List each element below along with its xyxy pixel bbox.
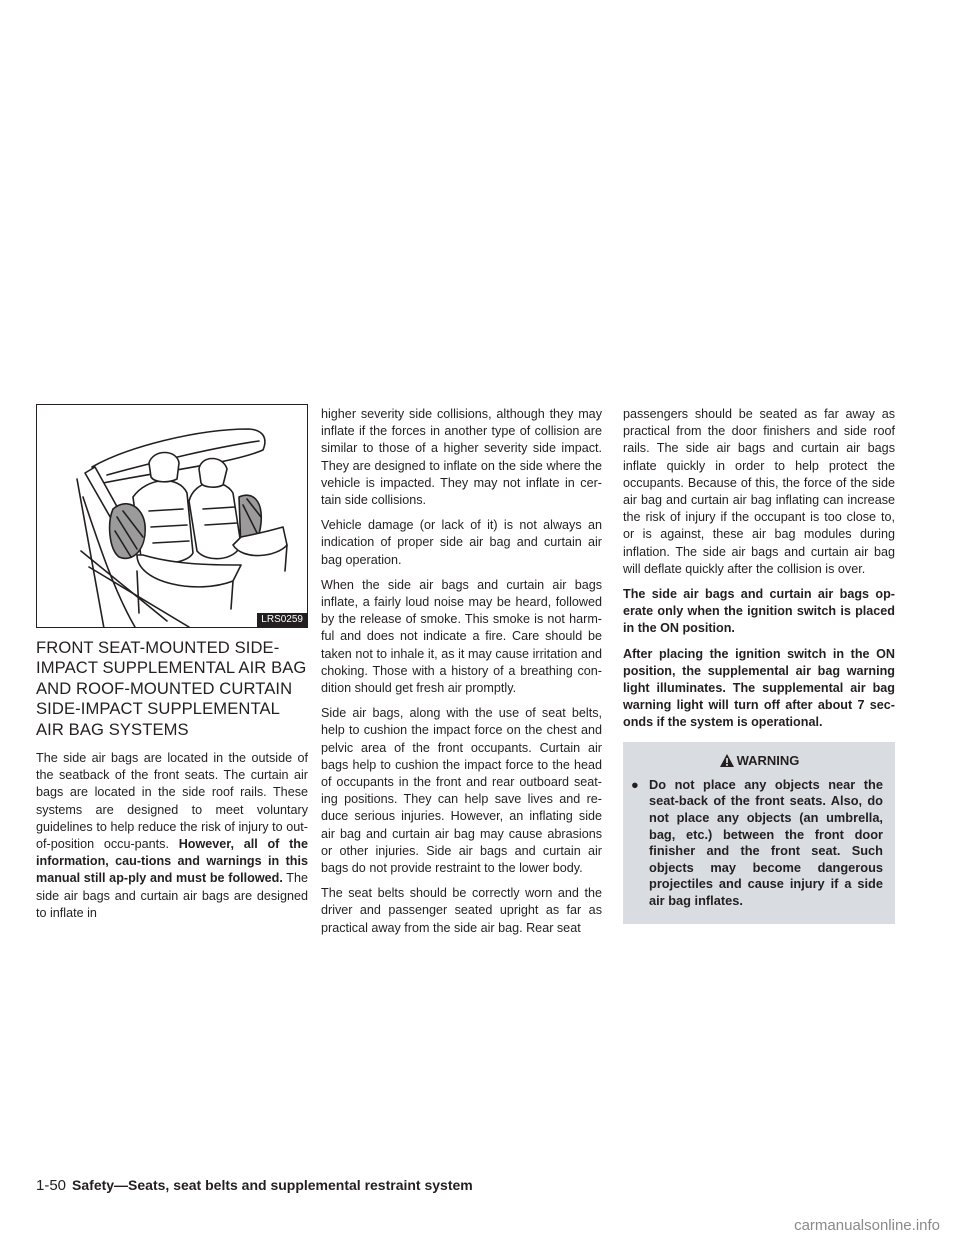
airbag-illustration (36, 404, 308, 628)
col1-paragraph-1 (36, 750, 308, 922)
col2-paragraph-1: higher severity side collisions, although they may inflate if the forces in another type of collision are similar to those of a higher severity side impact. They are designed to inflate on the side where the vehicle is impacted. They may not inflate in cer-tain side collisions. (321, 407, 602, 508)
col1-p1-bold: However, all of the information, cau-tions and warnings in this manual still ap-ply and must be followed. (36, 837, 308, 886)
warning-header (623, 742, 895, 777)
col2-paragraph-3: When the side air bags and curtain air bags inflate, a fairly loud noise may be heard, followed by the release of smoke. This smoke is not harm-ful and does not indicate a fire. Care should be taken not to inhale it, as it may cause irritation and choking. Those with a history of a breathing con-dition should get fresh air promptly. (321, 577, 602, 696)
warning-triangle-icon (719, 753, 735, 768)
col2-paragraph-2: Vehicle damage (or lack of it) is not always an indication of proper side air bag and curtain air bag operation. (321, 518, 602, 567)
column-1 (36, 404, 308, 930)
column-3 (623, 406, 895, 924)
col2-paragraph-5: The seat belts should be correctly worn and the driver and passenger seated upright as far as practical away from the side air bag. Rear seat (321, 886, 602, 935)
column-2 (321, 406, 602, 945)
watermark: carmanualsonline.info (794, 1217, 940, 1234)
warning-box (623, 742, 895, 924)
col2-paragraph-4: Side air bags, along with the use of seat belts, help to cushion the impact force on the chest and pelvic area of the front occupants. Curtain air bags help to cushion the impact force to the head of occupants in the front and rear outboard seat-ing positions. They can help save lives and re-duce serious injuries. However, an inflating side air bag and curtain air bag may cause abrasions or other injuries. Side air bags and curtain air bags do not provide restraint to the lower body. (321, 706, 602, 876)
col3-paragraph-3: After placing the ignition switch in the ON position, the supplemental air bag warning light illuminates. The supplemental air bag warning light will turn off after about 7 sec-onds if the system is operational. (623, 646, 895, 730)
warning-bullet: ● (631, 776, 639, 792)
col3-paragraph-1: passengers should be seated as far away as practical from the door finishers and side roof rails. The side air bags and curtain air bags inflate quickly in order to help protect the occupants. Because of this, the force of the side air bag and curtain air bag inflating can increase the risk of injury if the occupant is too close to, or is against, these air bag modules during inflation. The side air bags and curtain air bag will deflate quickly after the collision is over. (623, 407, 895, 576)
footer-section-title: Safety—Seats, seat belts and supplemental restraint system (72, 1177, 473, 1193)
car-interior-seat-drawing (37, 405, 307, 627)
figure-label: LRS0259 (257, 613, 307, 627)
col1-p1-text-a: The side air bags are located in the outside of the seatback of the front seats. The curtain air bags are located in the side roof rails. These systems are designed to meet voluntary guidelines to help reduce the risk of injury to out-of-position occu-pants. (36, 751, 308, 852)
col1-p1-text-c: The side air bags and curtain air bags are designed to inflate in (36, 871, 309, 920)
section-title: FRONT SEAT-MOUNTED SIDE-IMPACT SUPPLEMENTAL AIR BAG AND ROOF-MOUNTED CURTAIN SIDE-IMPACT SUPPLEMENTAL AIR BAG SYSTEMS (36, 638, 307, 739)
warning-item-text: Do not place any objects near the seat-back of the front seats. Also, do not place any objects (an umbrella, bag, etc.) between the front door finisher and the front seat. Such objects may become dangerous projectiles and cause injury if a side air bag inflates. (649, 776, 883, 909)
page-footer (36, 1177, 473, 1194)
col3-paragraph-2: The side air bags and curtain air bags op-erate only when the ignition switch is placed in the ON position. (623, 587, 895, 636)
warning-title: WARNING (736, 752, 800, 768)
warning-item (623, 777, 895, 910)
page-number: 1-50 (36, 1177, 67, 1194)
